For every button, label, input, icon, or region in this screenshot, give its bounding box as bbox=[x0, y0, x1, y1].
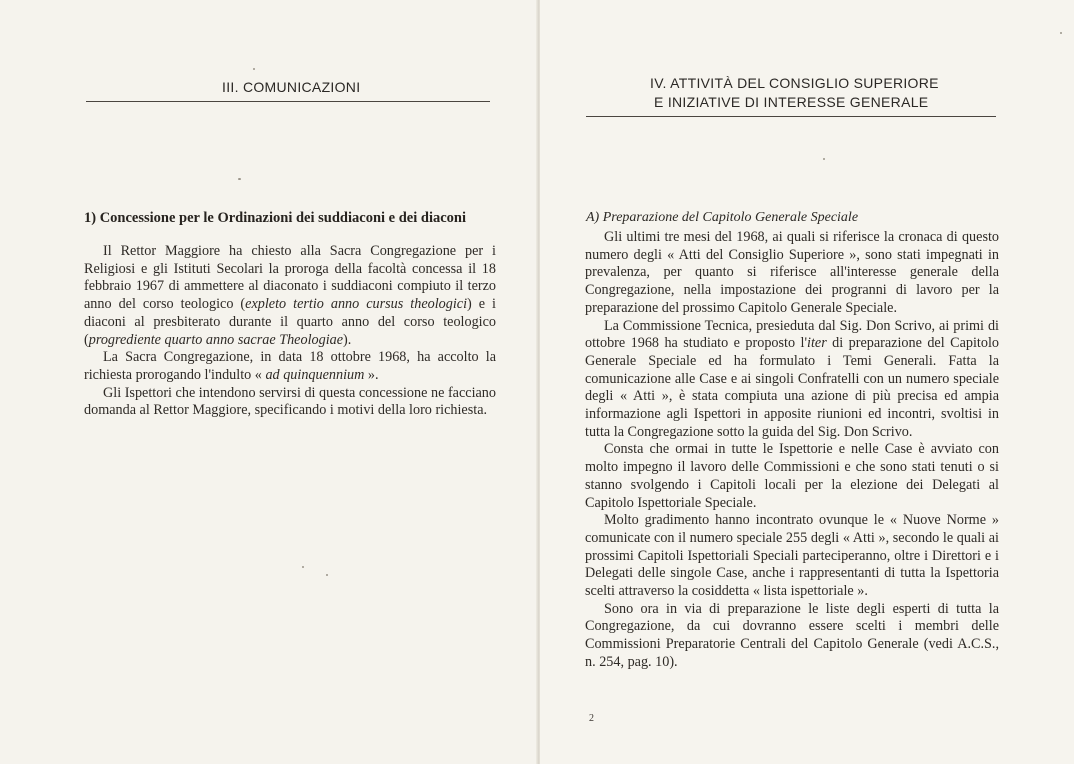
left-paragraph-3: Gli Ispettori che intendono servirsi di questa concessione ne facciano domanda al Rettor Maggiore, specificando i motivi della loro richiesta. bbox=[84, 384, 496, 419]
right-title-rule bbox=[586, 116, 996, 117]
left-title-rule bbox=[86, 101, 490, 102]
paper-speck bbox=[302, 566, 304, 568]
right-paragraph-3: Consta che ormai in tutte le Ispettorie e nelle Case è avviato con molto impegno il lavoro delle Commissioni e che sono stati tenuti o si stanno svolgendo i Capitoli locali per la elezione dei Delegati al Capitolo Ispettoriale Speciale. bbox=[585, 441, 999, 511]
paper-speck bbox=[253, 68, 255, 70]
paper-speck bbox=[823, 158, 825, 160]
paper-speck bbox=[238, 178, 241, 180]
right-paragraph-5: Sono ora in via di preparazione le liste degli esperti di tutta la Congregazione, da cui dovranno essere scelti i membri delle Commissioni Preparatorie Centrali del Capitolo Generale (vedi A.C.S., n. 254, pag. 10). bbox=[585, 600, 999, 670]
paper-speck bbox=[326, 574, 328, 576]
right-section-title-line1: IV. ATTIVITÀ DEL CONSIGLIO SUPERIORE bbox=[650, 75, 939, 91]
right-section-title-line2: E INIZIATIVE DI INTERESSE GENERALE bbox=[654, 94, 929, 110]
right-paragraph-4: Molto gradimento hanno incontrato ovunque le « Nuove Norme » comunicate con il numero speciale 255 degli « Atti », secondo le quali ai prossimi Capitoli Ispettoriali Speciali parteciperanno, oltre i Direttori e i Delegati delle singole Case, anche i rappresentanti di tutta la Ispettoria scelti attraverso la cosiddetta « lista ispettoriale ». bbox=[585, 512, 999, 600]
left-body-text bbox=[84, 243, 496, 420]
paper-speck bbox=[1060, 32, 1062, 34]
left-paragraph-2: La Sacra Congregazione, in data 18 ottobre 1968, ha accolto la richiesta prorogando l'indulto « ad quinquennium ». bbox=[84, 349, 496, 383]
left-section-title: III. COMUNICAZIONI bbox=[222, 79, 361, 95]
right-subheading: A) Preparazione del Capitolo Generale Speciale bbox=[586, 210, 859, 225]
page-number: 2 bbox=[589, 713, 594, 724]
left-heading: 1) Concessione per le Ordinazioni dei suddiaconi e dei diaconi bbox=[84, 210, 466, 226]
right-paragraph-1: Gli ultimi tre mesi del 1968, ai quali si riferisce la cronaca di questo numero degli « Atti del Consiglio Superiore », sono stati impegnati in prevalenza, per quanto si riferisce all'interesse generale della Congregazione, nella impostazione dei progranni di lavoro per la preparazione del prossimo Capitolo Generale Speciale. bbox=[585, 229, 999, 316]
right-page bbox=[540, 0, 1074, 764]
left-paragraph-1: Il Rettor Maggiore ha chiesto alla Sacra Congregazione per i Religiosi e gli Istituti Secolari la proroga della facoltà concessa il 18 febbraio 1967 di ammettere al diaconato i suddiaconi compiuto il terzo anno del corso teologico (expleto tertio anno cursus theologici) e i diaconi al presbiterato durante il quarto anno del corso teologico (progrediente quarto anno sacrae Theologiae). bbox=[84, 243, 496, 348]
right-body-text bbox=[585, 229, 999, 672]
right-paragraph-2: La Commissione Tecnica, presieduta dal Sig. Don Scrivo, ai primi di ottobre 1968 ha studiato e proposto l'iter di preparazione del Capitolo Generale Speciale ed ha formulato i Temi Generali. Fatta la comunicazione alle Case e ai singoli Confratelli con un numero speciale degli « Atti », è stata compiuta una azione di più precisa ed ampia informazione agli Ispettori in apposite riunioni ed incontri, svoltisi in tutta la Congregazione sotto la guida del Sig. Don Scrivo. bbox=[585, 317, 999, 440]
